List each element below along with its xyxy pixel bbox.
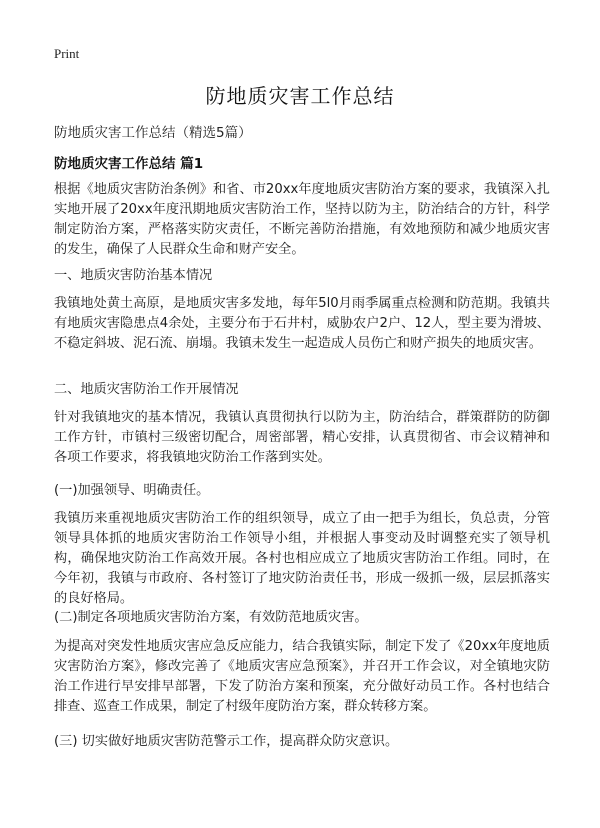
heading-work-progress: 二、地质灾害防治工作开展情况 — [54, 382, 239, 397]
heading-basic-situation: 一、地质灾害防治基本情况 — [54, 268, 213, 283]
leadership-paragraph: 我镇历来重视地质灾害防治工作的组织领导，成立了由一把手为组长，负总责，分管领导具体抓的地质灾害防治工作领导小组，并根据人事变动及时调整充实了领导机构，确保地灾防治工作高效开展。各村也相应成立了地质灾害防治工作组。同时，在今年初，我镇与市政府、各村签订了地灾防治责任书，形成一级抓一级，层层抓落实的良好格局。 — [54, 511, 550, 606]
section-title: 防地质灾害工作总结 篇1 — [54, 156, 204, 172]
heading-warning-work: (三) 切实做好地质灾害防范警示工作，提高群众防灾意识。 — [54, 734, 399, 749]
basic-situation-paragraph: 我镇地处黄土高原，是地质灾害多发地，每年5l0月雨季属重点检测和防范期。我镇共有地质灾害隐患点4余处，主要分布于石井村，威胁农户2户、12人，型主要为滑坡、不稳定斜坡、泥石流、崩塌。我镇未发生一起造成人员伤亡和财产损失的地质灾害。 — [54, 296, 550, 351]
page-title: 防地质灾害工作总结 — [205, 84, 395, 108]
print-link[interactable]: Print — [54, 46, 80, 61]
intro-paragraph: 根据《地质灾害防治条例》和省、市20xx年度地质灾害防治方案的要求，我镇深入扎实地开展了20xx年度汛期地质灾害防治工作，坚持以防为主，防治结合的方针，科学制定防治方案，严格落实防灾责任，不断完善防治措施，有效地预防和减少地质灾害的发生，确保了人民群众生命和财产安全。 — [54, 182, 550, 257]
work-progress-paragraph: 针对我镇地灾的基本情况，我镇认真贯彻执行以防为主，防治结合，群策群防的防御工作方针，市镇村三级密切配合，周密部署，精心安排，认真贯彻省、市会议精神和各项工作要求，将我镇地灾防治工作落到实处。 — [54, 410, 550, 465]
prevention-plans-paragraph: 为提高对突发性地质灾害应急反应能力，结合我镇实际，制定下发了《20xx年度地质灾害防治方案》，修改完善了《地质灾害应急预案》，并召开工作会议，对全镇地灾防治工作进行早安排早部署，下发了防治方案和预案，充分做好动员工作。各村也结合排查、巡查工作成果，制定了村级年度防治方案，群众转移方案。 — [54, 639, 550, 714]
heading-prevention-plans: (二)制定各项地质灾害防治方案，有效防范地质灾害。 — [54, 610, 368, 625]
heading-leadership: (一)加强领导、明确责任。 — [54, 483, 210, 498]
document-subtitle: 防地质灾害工作总结（精选5篇） — [54, 125, 252, 141]
